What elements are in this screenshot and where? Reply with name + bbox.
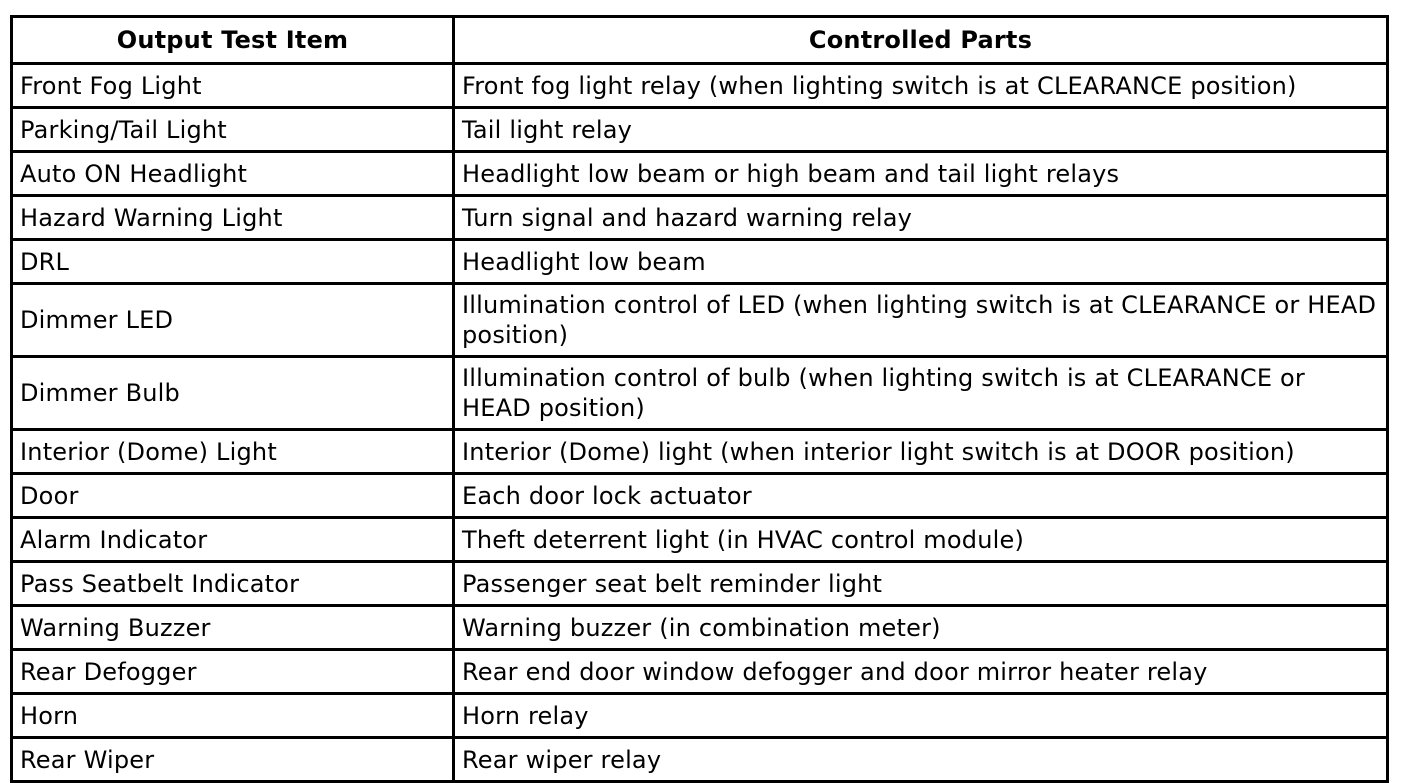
output-test-item-cell: Rear Defogger <box>12 650 454 694</box>
table-row <box>12 650 1388 694</box>
table-row <box>12 430 1388 474</box>
output-test-item-cell: Door <box>12 474 454 518</box>
controlled-parts-cell: Headlight low beam <box>454 240 1388 284</box>
output-test-table <box>10 15 1389 783</box>
controlled-parts-cell: Front fog light relay (when lighting switch is at CLEARANCE position) <box>454 64 1388 108</box>
table-row <box>12 606 1388 650</box>
table-row <box>12 694 1388 738</box>
controlled-parts-cell: Turn signal and hazard warning relay <box>454 196 1388 240</box>
table-row <box>12 562 1388 606</box>
table-row <box>12 738 1388 782</box>
table-row <box>12 152 1388 196</box>
table-row <box>12 357 1388 430</box>
output-test-item-cell: Front Fog Light <box>12 64 454 108</box>
column-header-output-test-item: Output Test Item <box>12 17 454 64</box>
table-row <box>12 240 1388 284</box>
controlled-parts-cell: Passenger seat belt reminder light <box>454 562 1388 606</box>
controlled-parts-cell: Rear wiper relay <box>454 738 1388 782</box>
output-test-item-cell: Dimmer Bulb <box>12 357 454 430</box>
controlled-parts-cell: Headlight low beam or high beam and tail light relays <box>454 152 1388 196</box>
output-test-item-cell: Rear Wiper <box>12 738 454 782</box>
table-header-row <box>12 17 1388 64</box>
output-test-item-cell: Dimmer LED <box>12 284 454 357</box>
output-test-item-cell: Parking/Tail Light <box>12 108 454 152</box>
table-row <box>12 518 1388 562</box>
controlled-parts-cell: Theft deterrent light (in HVAC control module) <box>454 518 1388 562</box>
output-test-item-cell: Hazard Warning Light <box>12 196 454 240</box>
column-header-controlled-parts: Controlled Parts <box>454 17 1388 64</box>
controlled-parts-cell: Tail light relay <box>454 108 1388 152</box>
output-test-item-cell: Pass Seatbelt Indicator <box>12 562 454 606</box>
controlled-parts-cell: Illumination control of LED (when lighting switch is at CLEARANCE or HEAD position) <box>454 284 1388 357</box>
controlled-parts-cell: Interior (Dome) light (when interior light switch is at DOOR position) <box>454 430 1388 474</box>
table-row <box>12 196 1388 240</box>
table-row <box>12 474 1388 518</box>
controlled-parts-cell: Each door lock actuator <box>454 474 1388 518</box>
output-test-item-cell: DRL <box>12 240 454 284</box>
table-row <box>12 64 1388 108</box>
controlled-parts-cell: Illumination control of bulb (when lighting switch is at CLEARANCE or HEAD position) <box>454 357 1388 430</box>
output-test-item-cell: Alarm Indicator <box>12 518 454 562</box>
controlled-parts-cell: Warning buzzer (in combination meter) <box>454 606 1388 650</box>
output-test-item-cell: Warning Buzzer <box>12 606 454 650</box>
table-row <box>12 284 1388 357</box>
table-row <box>12 108 1388 152</box>
output-test-table-wrapper <box>10 15 1386 783</box>
output-test-item-cell: Horn <box>12 694 454 738</box>
controlled-parts-cell: Horn relay <box>454 694 1388 738</box>
controlled-parts-cell: Rear end door window defogger and door mirror heater relay <box>454 650 1388 694</box>
output-test-item-cell: Auto ON Headlight <box>12 152 454 196</box>
output-test-item-cell: Interior (Dome) Light <box>12 430 454 474</box>
